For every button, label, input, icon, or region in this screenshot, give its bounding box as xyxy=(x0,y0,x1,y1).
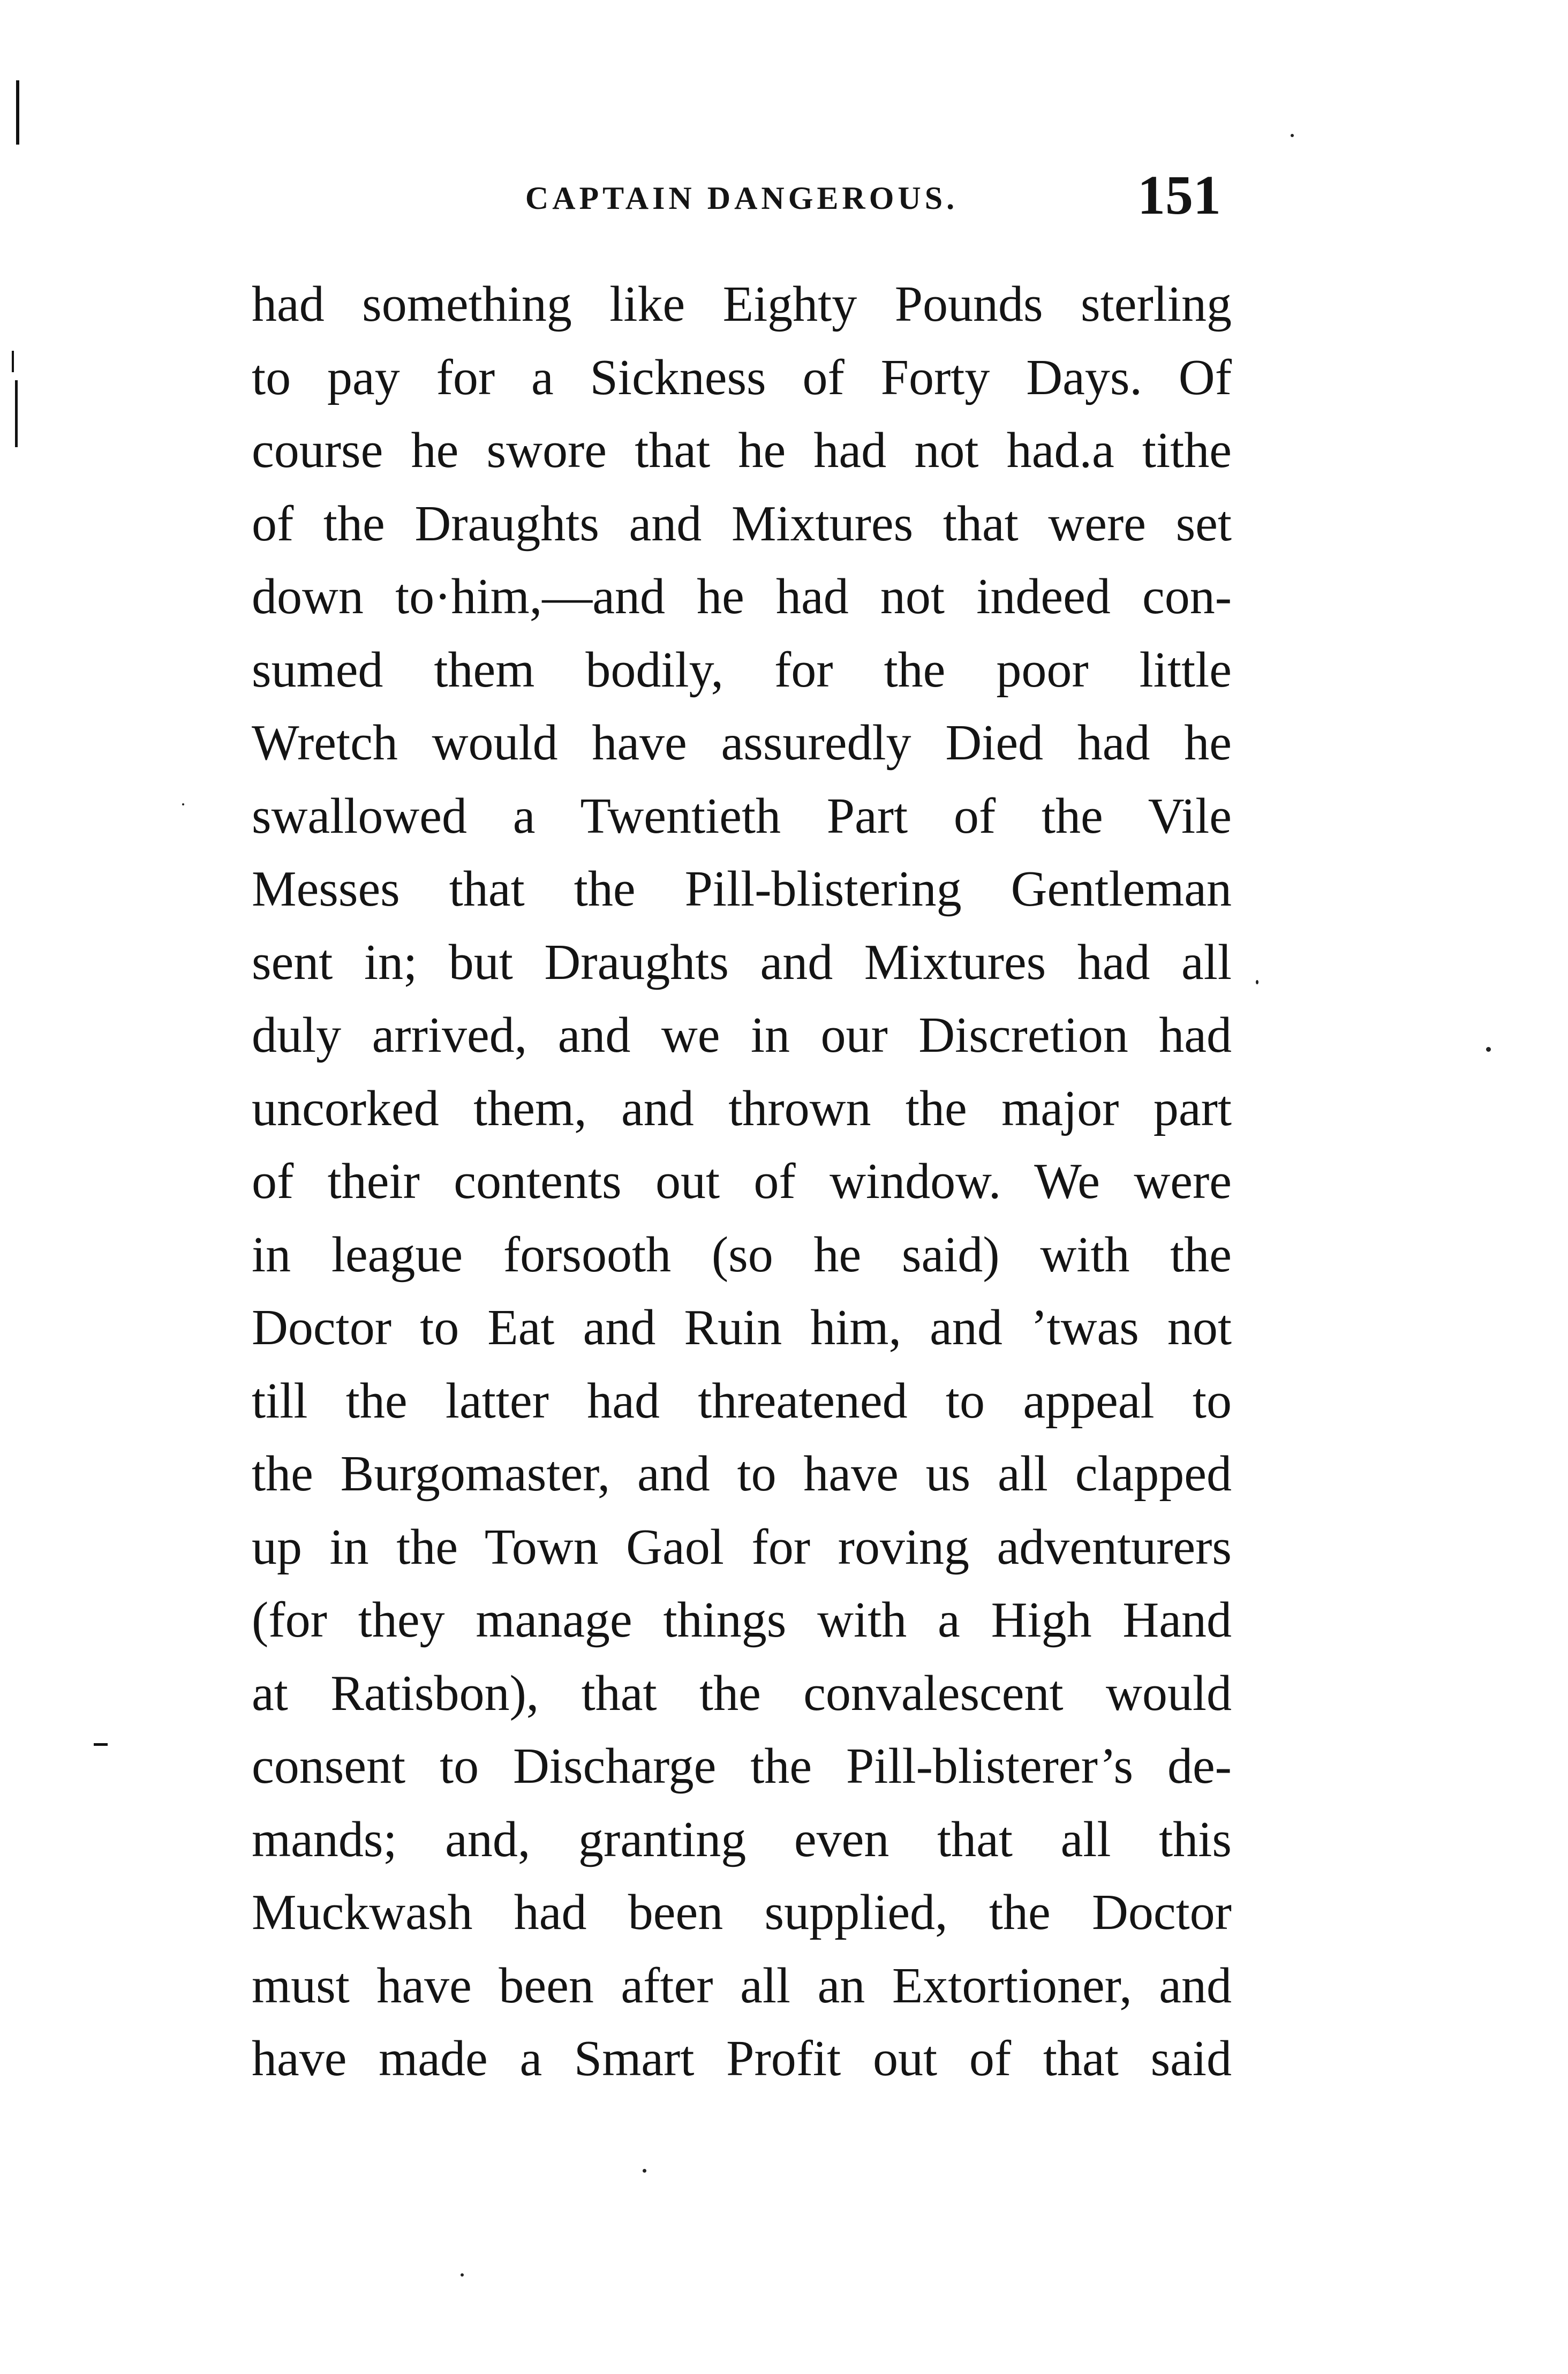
scan-speck xyxy=(1486,1047,1491,1052)
text-line: must have been after all an Extortioner, and xyxy=(252,1957,1232,2014)
text-line: Messes that the Pill-blistering Gentleman xyxy=(252,861,1232,917)
text-line: down to·him,—and he had not indeed con- xyxy=(252,569,1232,624)
page-number: 151 xyxy=(1137,164,1221,226)
text-line: consent to Discharge the Pill-blisterer’s de- xyxy=(252,1738,1232,1794)
text-line: of the Draughts and Mixtures that were set xyxy=(252,495,1232,552)
text-line: (for they manage things with a High Hand xyxy=(252,1592,1232,1648)
text-line: till the latter had threatened to appeal to xyxy=(252,1373,1232,1429)
running-title: CAPTAIN DANGEROUS. xyxy=(525,180,959,216)
text-line: have made a Smart Profit out of that said xyxy=(252,2031,1232,2086)
text-line: up in the Town Gaol for roving adventurers xyxy=(252,1519,1232,1575)
scan-margin-mark xyxy=(15,380,18,447)
text-line: to pay for a Sickness of Forty Days. Of xyxy=(252,349,1232,405)
scan-margin-mark xyxy=(12,351,14,372)
running-head xyxy=(252,155,1232,230)
text-line: had something like Eighty Pounds sterling xyxy=(252,276,1232,332)
text-line: Muckwash had been supplied, the Doctor xyxy=(252,1885,1232,1940)
text-line: sumed them bodily, for the poor little xyxy=(252,642,1232,698)
text-line: Doctor to Eat and Ruin him, and ’twas not xyxy=(252,1300,1232,1355)
scan-speck xyxy=(461,2273,464,2277)
body-text xyxy=(252,268,1232,2096)
text-line: Wretch would have assuredly Died had he xyxy=(252,715,1232,771)
text-line: the Burgomaster, and to have us all clapped xyxy=(252,1446,1232,1502)
text-line: at Ratisbon), that the convalescent would xyxy=(252,1665,1232,1721)
text-line: mands; and, granting even that all this xyxy=(252,1811,1232,1867)
scan-speck xyxy=(182,803,184,805)
text-line: course he swore that he had not had.a tithe xyxy=(252,423,1232,478)
scan-margin-mark xyxy=(16,80,19,145)
scan-speck xyxy=(1291,134,1294,137)
text-line: swallowed a Twentieth Part of the Vile xyxy=(252,788,1232,844)
text-line: in league forsooth (so he said) with the xyxy=(252,1226,1232,1283)
text-line: duly arrived, and we in our Discretion had xyxy=(252,1007,1232,1063)
text-line: of their contents out of window. We were xyxy=(252,1154,1232,1209)
scan-speck xyxy=(643,2169,646,2173)
scan-speck xyxy=(1256,980,1258,984)
text-line: sent in; but Draughts and Mixtures had all xyxy=(252,934,1232,990)
scan-margin-mark xyxy=(94,1743,108,1746)
text-line: uncorked them, and thrown the major part xyxy=(252,1080,1232,1136)
